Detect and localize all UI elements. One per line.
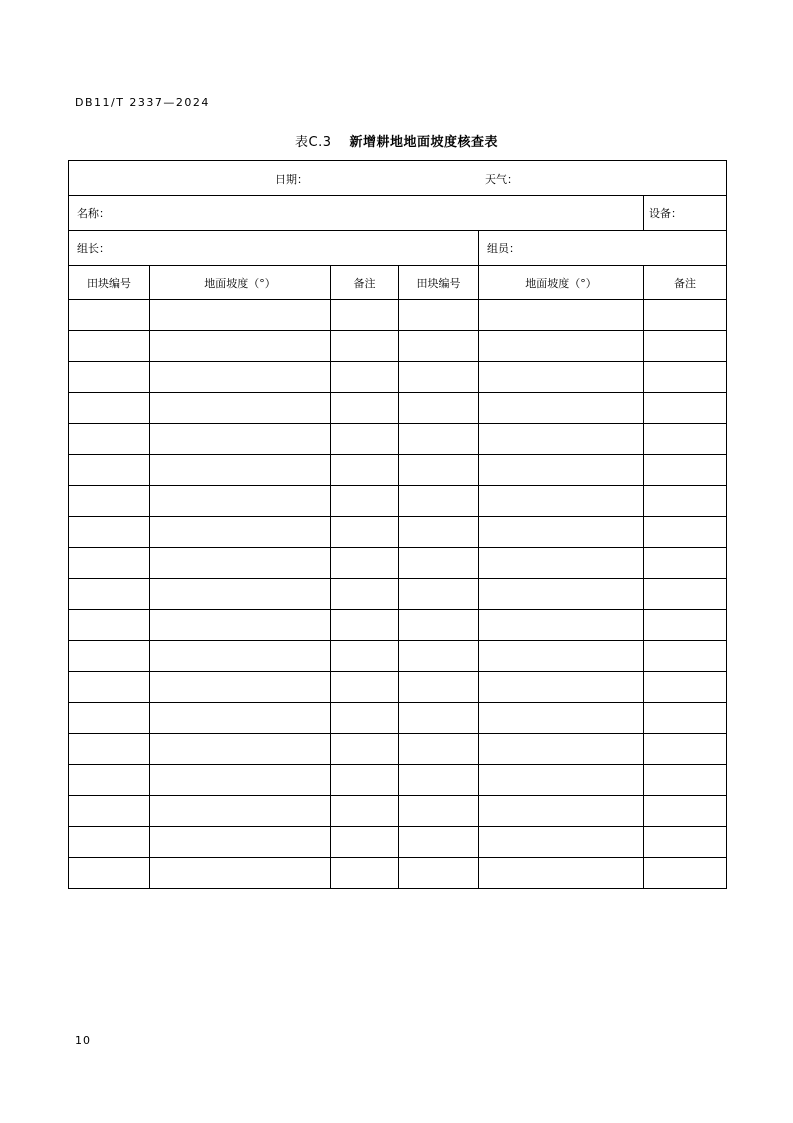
table-cell[interactable]	[331, 703, 399, 734]
column-header-row	[69, 266, 727, 300]
table-cell[interactable]	[644, 734, 727, 765]
table-cell[interactable]	[399, 765, 479, 796]
table-cell[interactable]	[150, 703, 331, 734]
table-cell[interactable]	[69, 393, 150, 424]
table-row	[69, 486, 727, 517]
table-row	[69, 734, 727, 765]
table-cell[interactable]	[644, 610, 727, 641]
table-row	[69, 703, 727, 734]
table-cell[interactable]	[399, 331, 479, 362]
table-cell[interactable]	[644, 455, 727, 486]
table-cell[interactable]	[644, 641, 727, 672]
column-header: 地面坡度（°）	[150, 266, 331, 300]
table-cell[interactable]	[479, 393, 644, 424]
table-cell[interactable]	[399, 362, 479, 393]
table-cell[interactable]	[479, 734, 644, 765]
table-cell[interactable]	[331, 610, 399, 641]
table-cell[interactable]	[69, 703, 150, 734]
table-cell[interactable]	[331, 486, 399, 517]
table-cell[interactable]	[479, 424, 644, 455]
table-cell[interactable]	[399, 858, 479, 889]
table-cell[interactable]	[479, 517, 644, 548]
equipment-cell[interactable]	[644, 196, 727, 231]
table-cell[interactable]	[399, 517, 479, 548]
table-cell[interactable]	[69, 424, 150, 455]
table-cell[interactable]	[150, 300, 331, 331]
table-cell[interactable]	[69, 362, 150, 393]
table-cell[interactable]	[644, 672, 727, 703]
table-row	[69, 424, 727, 455]
table-cell[interactable]	[644, 424, 727, 455]
table-cell[interactable]	[150, 672, 331, 703]
table-cell[interactable]	[150, 486, 331, 517]
table-cell[interactable]	[69, 579, 150, 610]
table-row	[69, 858, 727, 889]
equipment-label: 设备：	[649, 207, 682, 220]
table-cell[interactable]	[644, 331, 727, 362]
table-cell[interactable]	[331, 765, 399, 796]
table-cell[interactable]	[399, 455, 479, 486]
column-header: 备注	[644, 266, 727, 300]
column-header: 地面坡度（°）	[479, 266, 644, 300]
table-row	[69, 393, 727, 424]
table-cell[interactable]	[150, 610, 331, 641]
table-row	[69, 641, 727, 672]
table-cell[interactable]	[150, 393, 331, 424]
table-cell[interactable]	[150, 517, 331, 548]
table-cell[interactable]	[479, 641, 644, 672]
table-cell[interactable]	[479, 486, 644, 517]
table-cell[interactable]	[644, 827, 727, 858]
table-cell[interactable]	[399, 579, 479, 610]
table-cell[interactable]	[399, 486, 479, 517]
table-cell[interactable]	[479, 858, 644, 889]
table-cell[interactable]	[644, 517, 727, 548]
table-row	[69, 455, 727, 486]
table-cell[interactable]	[399, 300, 479, 331]
table-cell[interactable]	[399, 703, 479, 734]
table-cell[interactable]	[399, 734, 479, 765]
table-cell[interactable]	[69, 331, 150, 362]
table-cell[interactable]	[399, 424, 479, 455]
table-cell[interactable]	[331, 672, 399, 703]
date-label: 日期：	[275, 173, 308, 186]
page-number: 10	[75, 1034, 91, 1047]
table-cell[interactable]	[69, 672, 150, 703]
table-cell[interactable]	[479, 610, 644, 641]
table-row	[69, 610, 727, 641]
table-cell[interactable]	[69, 517, 150, 548]
table-cell[interactable]	[331, 393, 399, 424]
table-cell[interactable]	[479, 796, 644, 827]
table-cell[interactable]	[479, 827, 644, 858]
table-cell[interactable]	[644, 486, 727, 517]
table-cell[interactable]	[150, 641, 331, 672]
table-cell[interactable]	[644, 579, 727, 610]
table-cell[interactable]	[150, 455, 331, 486]
table-row	[69, 579, 727, 610]
table-row	[69, 548, 727, 579]
slope-check-table	[68, 160, 727, 889]
table-cell[interactable]	[69, 548, 150, 579]
table-row	[69, 362, 727, 393]
weather-label: 天气：	[485, 173, 518, 186]
table-number: 表C.3	[295, 135, 332, 150]
table-cell[interactable]	[150, 424, 331, 455]
table-cell[interactable]	[399, 610, 479, 641]
table-cell[interactable]	[331, 827, 399, 858]
table-cell[interactable]	[331, 734, 399, 765]
table-cell[interactable]	[399, 393, 479, 424]
table-cell[interactable]	[331, 579, 399, 610]
column-header: 田块编号	[399, 266, 479, 300]
table-cell[interactable]	[399, 827, 479, 858]
table-cell[interactable]	[399, 548, 479, 579]
table-cell[interactable]	[479, 672, 644, 703]
table-cell[interactable]	[150, 579, 331, 610]
table-cell[interactable]	[331, 424, 399, 455]
table-cell[interactable]	[644, 765, 727, 796]
table-cell[interactable]	[644, 300, 727, 331]
table-title-text: 新增耕地地面坡度核查表	[349, 135, 498, 150]
table-cell[interactable]	[69, 610, 150, 641]
column-header: 备注	[331, 266, 399, 300]
table-cell[interactable]	[399, 641, 479, 672]
table-row	[69, 331, 727, 362]
table-cell[interactable]	[69, 734, 150, 765]
table-cell[interactable]	[69, 858, 150, 889]
table-cell[interactable]	[150, 765, 331, 796]
members-label: 组员：	[487, 242, 520, 255]
table-row	[69, 300, 727, 331]
table-cell[interactable]	[479, 455, 644, 486]
table-cell[interactable]	[479, 548, 644, 579]
table-row	[69, 827, 727, 858]
table-cell[interactable]	[331, 455, 399, 486]
table-cell[interactable]	[150, 796, 331, 827]
table-cell[interactable]	[150, 362, 331, 393]
table-cell[interactable]	[331, 362, 399, 393]
column-header: 田块编号	[69, 266, 150, 300]
table-cell[interactable]	[331, 331, 399, 362]
table-cell[interactable]	[399, 796, 479, 827]
table-cell[interactable]	[331, 796, 399, 827]
table-cell[interactable]	[69, 455, 150, 486]
table-row	[69, 765, 727, 796]
table-cell[interactable]	[150, 827, 331, 858]
name-cell[interactable]	[69, 196, 644, 231]
table-cell[interactable]	[69, 641, 150, 672]
document-code: DB11/T 2337—2024	[75, 96, 210, 109]
table-cell[interactable]	[69, 765, 150, 796]
members-cell[interactable]	[479, 231, 727, 266]
table-cell[interactable]	[331, 858, 399, 889]
table-cell[interactable]	[331, 300, 399, 331]
table-cell[interactable]	[150, 858, 331, 889]
table-cell[interactable]	[150, 734, 331, 765]
table-cell[interactable]	[331, 517, 399, 548]
date-weather-cell[interactable]	[69, 161, 727, 196]
table-row	[69, 796, 727, 827]
table-cell[interactable]	[331, 548, 399, 579]
table-cell[interactable]	[644, 362, 727, 393]
table-cell[interactable]	[644, 796, 727, 827]
name-label: 名称：	[77, 207, 110, 220]
table-cell[interactable]	[644, 548, 727, 579]
table-title	[0, 131, 793, 150]
table-cell[interactable]	[69, 300, 150, 331]
table-cell[interactable]	[479, 331, 644, 362]
table-cell[interactable]	[69, 796, 150, 827]
leader-cell[interactable]	[69, 231, 479, 266]
table-cell[interactable]	[644, 393, 727, 424]
table-cell[interactable]	[150, 548, 331, 579]
table-cell[interactable]	[644, 858, 727, 889]
table-cell[interactable]	[331, 641, 399, 672]
table-cell[interactable]	[69, 827, 150, 858]
table-cell[interactable]	[479, 579, 644, 610]
table-cell[interactable]	[479, 362, 644, 393]
table-cell[interactable]	[150, 331, 331, 362]
leader-label: 组长：	[77, 242, 110, 255]
table-row	[69, 517, 727, 548]
table-cell[interactable]	[479, 765, 644, 796]
table-cell[interactable]	[644, 703, 727, 734]
table-cell[interactable]	[479, 300, 644, 331]
table-cell[interactable]	[399, 672, 479, 703]
table-row	[69, 672, 727, 703]
table-cell[interactable]	[69, 486, 150, 517]
table-cell[interactable]	[479, 703, 644, 734]
